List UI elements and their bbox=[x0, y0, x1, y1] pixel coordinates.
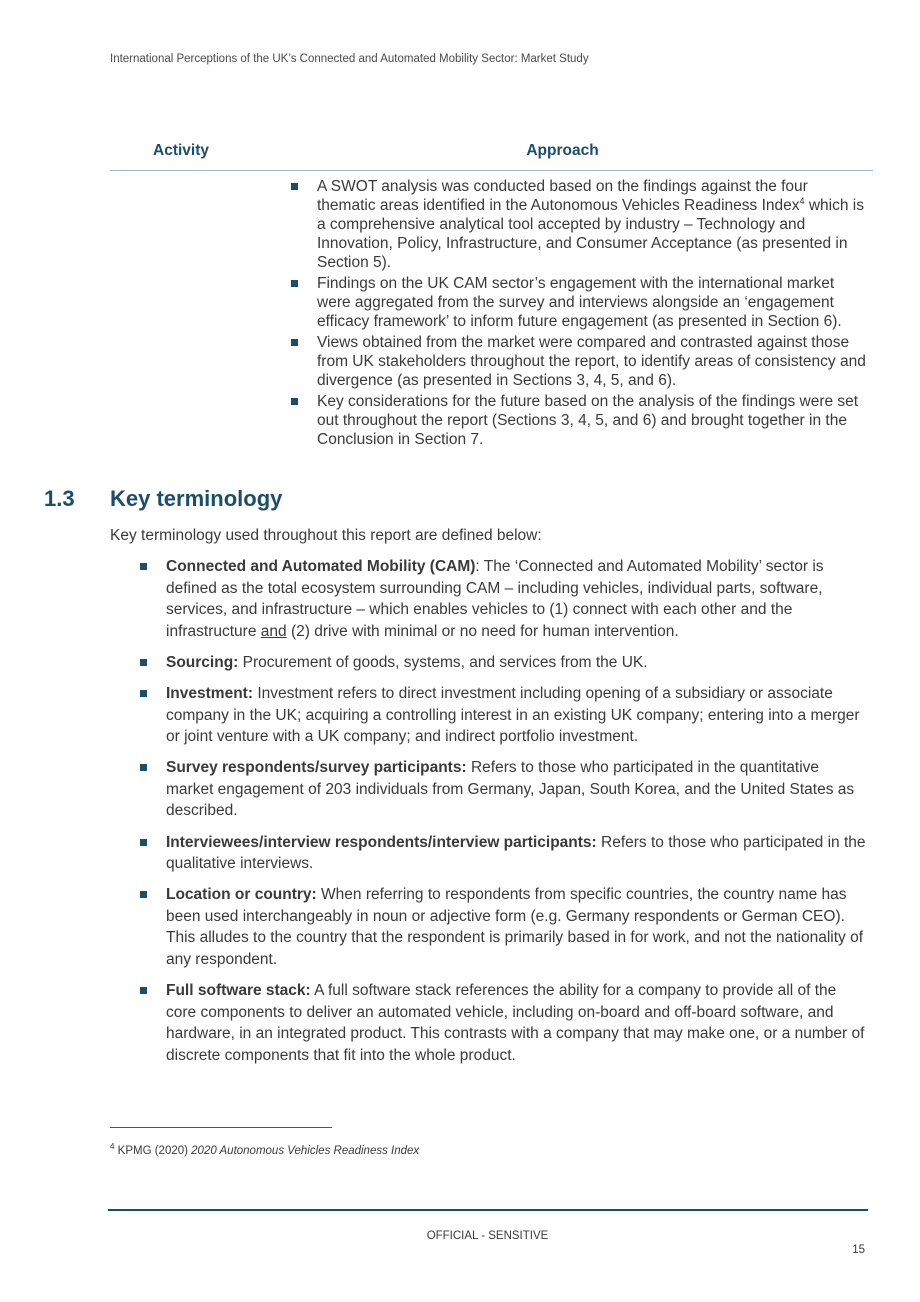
term-item bbox=[110, 980, 870, 1066]
term-definition: The ‘Connected and Automated Mobility’ sector is defined as the total ecosystem surrounding CAM – including vehicles, individual parts, software, services, and infrastructure – which enables vehicles to (1) connect with each other and the infrastructure bbox=[166, 558, 824, 640]
footnote-source-title: 2020 Autonomous Vehicles Readiness Index bbox=[191, 1145, 420, 1157]
square-bullet-icon bbox=[140, 891, 147, 898]
page-number: 15 bbox=[852, 1244, 865, 1256]
square-bullet-icon bbox=[140, 839, 147, 846]
term-name: Survey respondents/survey participants: bbox=[166, 759, 467, 777]
term-item bbox=[110, 884, 870, 970]
term-item: Connected and Automated Mobility (CAM): The ‘Connected and Automated Mobility’ sector is defined as the total ecosystem surrounding CAM – including vehicles, individual parts, software, services, and infrastructure – which enables vehicles to (1) connect with each other and the infrastructure and (2) drive with minimal or no need for human intervention. bbox=[110, 556, 870, 642]
footnote-reference[interactable]: 4 bbox=[799, 195, 805, 206]
term-item bbox=[110, 683, 870, 748]
term-definition: A full software stack references the ability for a company to provide all of the core components to deliver an automated vehicle, including on-board and off-board software, and hardware, in an integrated product. This contrasts with a company that may make one, or a number of discrete components that fit into the whole product. bbox=[166, 982, 865, 1064]
term-item bbox=[110, 832, 870, 875]
column-header-activity: Activity bbox=[153, 142, 209, 159]
term-item bbox=[110, 652, 870, 674]
square-bullet-icon bbox=[291, 339, 298, 346]
term-name: Connected and Automated Mobility (CAM) bbox=[166, 558, 476, 575]
activity-approach-table bbox=[110, 140, 873, 451]
terminology-list bbox=[110, 556, 870, 1076]
running-header: International Perceptions of the UK’s Connected and Automated Mobility Sector: Market Study bbox=[110, 53, 589, 65]
security-classification: OFFICIAL - SENSITIVE bbox=[426, 1230, 549, 1242]
approach-item: Findings on the UK CAM sector’s engagement with the international market were aggregated from the survey and interviews alongside an ‘engagement efficacy framework’ to inform future engagement (as presented in Section 6). bbox=[110, 274, 873, 331]
term-item bbox=[110, 757, 870, 822]
approach-item: Views obtained from the market were compared and contrasted against those from UK stakeholders throughout the report, to identify areas of consistency and divergence (as presented in Sections 3, 4, 5, and 6). bbox=[110, 333, 873, 390]
square-bullet-icon bbox=[140, 764, 147, 771]
section-intro: Key terminology used throughout this report are defined below: bbox=[110, 527, 542, 544]
term-name: Full software stack: bbox=[166, 982, 311, 1000]
square-bullet-icon bbox=[140, 659, 147, 666]
approach-list bbox=[110, 177, 873, 449]
square-bullet-icon bbox=[291, 398, 298, 405]
term-definition: When referring to respondents from specific countries, the country name has been used interchangeably in noun or adjective form (e.g. Germany respondents or German CEO). This alludes to the country that the respondent is primarily based in for work, and not the nationality of any respondent. bbox=[166, 886, 864, 968]
term-name: Investment: bbox=[166, 684, 253, 702]
square-bullet-icon bbox=[140, 563, 147, 570]
section-heading bbox=[44, 486, 282, 512]
section-title: Key terminology bbox=[110, 486, 283, 511]
footnote-marker: 4 bbox=[110, 1142, 115, 1152]
term-definition: Refers to those who participated in the qualitative interviews. bbox=[166, 833, 866, 873]
term-name: Sourcing: bbox=[166, 653, 239, 671]
square-bullet-icon bbox=[291, 280, 298, 287]
approach-item: Key considerations for the future based on the analysis of the findings were set out throughout the report (Sections 3, 4, 5, and 6) and brought together in the Conclusion in Section 7. bbox=[110, 392, 873, 449]
term-definition: Investment refers to direct investment including opening of a subsidiary or associate company in the UK; acquiring a controlling interest in an existing UK company; entering into a merger or joint venture with a UK company; and indirect portfolio investment. bbox=[166, 684, 860, 746]
column-header-approach: Approach bbox=[526, 142, 599, 159]
approach-item: A SWOT analysis was conducted based on the findings against the four thematic areas identified in the Autonomous Vehicles Readiness Index$^4$ which is a comprehensive analytical tool accepted by industry – Technology and Innovation, Policy, Infrastructure, and Consumer Acceptance (as presented in Section 5). bbox=[110, 177, 873, 272]
footnote-divider bbox=[110, 1127, 332, 1128]
square-bullet-icon bbox=[291, 183, 298, 190]
term-definition: Procurement of goods, systems, and services from the UK. bbox=[242, 653, 648, 671]
square-bullet-icon bbox=[140, 690, 147, 697]
term-name: Location or country: bbox=[166, 886, 317, 904]
term-name: Interviewees/interview respondents/interview participants: bbox=[166, 833, 597, 851]
section-number: 1.3 bbox=[44, 486, 75, 511]
square-bullet-icon bbox=[140, 987, 147, 994]
term-definition: Refers to those who participated in the quantitative market engagement of 203 individuals from Germany, Japan, South Korea, and the United States as described. bbox=[166, 759, 855, 820]
table-header-row bbox=[110, 140, 873, 171]
footnote: $^4$ KPMG (2020) 2020 Autonomous Vehicles Readiness Index bbox=[110, 1142, 420, 1157]
footer-divider bbox=[108, 1209, 868, 1211]
